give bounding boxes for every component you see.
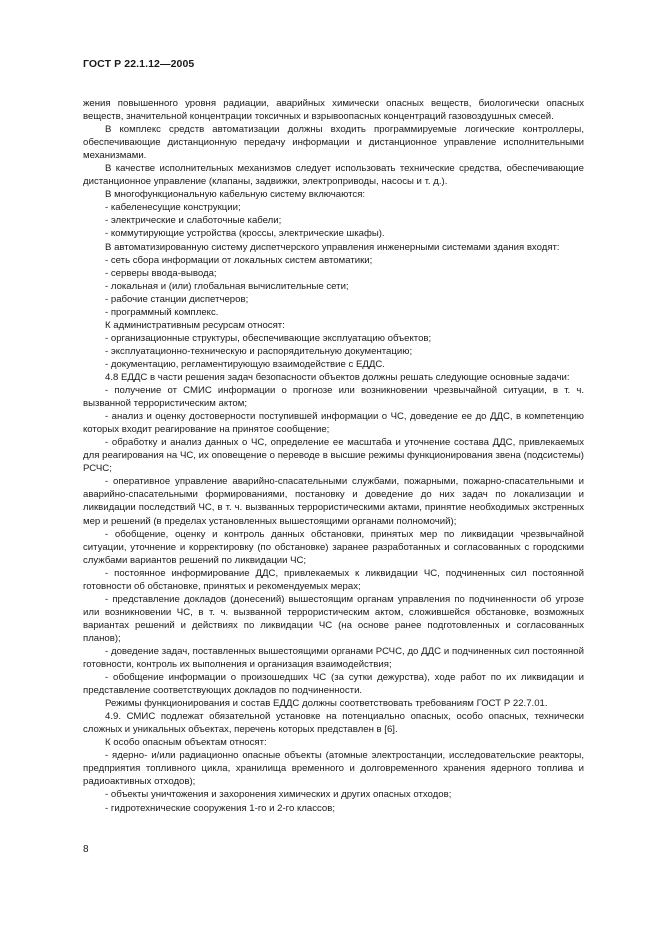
paragraph: В автоматизированную систему диспетчерского управления инженерными системами здания входят:	[105, 241, 560, 253]
list-item: - сеть сбора информации от локальных систем автоматики;	[105, 254, 373, 266]
list-item: - эксплуатационно-техническую и распорядительную документацию;	[105, 345, 413, 357]
list-item: - обобщение информации о произошедших ЧС (за сутки дежурства), ходе работ по их ликвидации и представление соответствующих докладов по подчиненности.	[83, 672, 584, 697]
list-item: - кабеленесущие конструкции;	[105, 202, 241, 214]
list-item: - обработку и анализ данных о ЧС, определение ее масштаба и уточнение состава ДДС, привлекаемых для реагирования на ЧС, их оповещение о переводе в высшие режимы функционирования звена (подсистемы) РСЧС;	[83, 437, 584, 475]
paragraph: 4.8 ЕДДС в части решения задач безопасности объектов должны решать следующие основные задачи:	[105, 371, 570, 383]
list-item: - рабочие станции диспетчеров;	[105, 293, 249, 305]
list-item: - получение от СМИС информации о прогнозе или возникновении чрезвычайной ситуации, в т. ч. вызванной террористическим актом;	[83, 385, 584, 410]
page-number: 8	[83, 844, 89, 855]
list-item: - серверы ввода-вывода;	[105, 267, 217, 279]
list-item: - объекты уничтожения и захоронения химических и других опасных отходов;	[105, 789, 452, 801]
paragraph: В качестве исполнительных механизмов следует использовать технические средства, обеспечивающие дистанционное управление (клапаны, задвижки, электроприводы, насосы и т. д.).	[83, 163, 584, 188]
list-item: - программный комплекс.	[105, 306, 219, 318]
paragraph: 4.9. СМИС подлежат обязательной установке на потенциально опасных, особо опасных, технически сложных и уникальных объектах, перечень которых представлен в [6].	[83, 711, 584, 736]
list-item: - организационные структуры, обеспечивающие эксплуатацию объектов;	[105, 332, 432, 344]
list-item: - доведение задач, поставленных вышестоящими органами РСЧС, до ДДС и подчиненных сил постоянной готовности, контроль их выполнения и организация взаимодействия;	[83, 645, 584, 671]
paragraph: Режимы функционирования и состав ЕДДС должны соответствовать требованиям ГОСТ Р 22.7.01.	[105, 698, 548, 710]
list-item: - документацию, регламентирующую взаимодействие с ЕДДС.	[105, 358, 385, 370]
paragraph: К особо опасным объектам относят:	[105, 737, 267, 749]
list-item: - гидротехнические сооружения 1-го и 2-го классов;	[105, 802, 336, 814]
list-item: - коммутирующие устройства (кроссы, электрические шкафы).	[105, 228, 385, 240]
list-item: - оперативное управление аварийно-спасательными службами, пожарными, пожарно-спасательными и аварийно-спасательными формированиями, постановку и доведение до них задач по локализации и ликвидации последствий ЧС, в т. ч. вызванных террористическими актами, принятие необходимых экстренных мер и решений (в пределах установленных вышестоящими органами полномочий);	[83, 476, 584, 527]
list-item: - электрические и слаботочные кабели;	[105, 215, 282, 227]
paragraph: В многофункциональную кабельную систему включаются:	[105, 189, 366, 201]
document-body	[83, 97, 584, 815]
list-item: - локальная и (или) глобальная вычислительные сети;	[105, 280, 349, 292]
list-item: - представление докладов (донесений) вышестоящим органам управления по подчиненности об угрозе или возникновении ЧС, в т. ч. вызванной террористическим актом, сложившейся обстановке, возможных вариантах решений и действиях по ликвидации ЧС (на основе ранее подготовленных и согласованных планов);	[83, 593, 584, 644]
list-item: - ядерно- и/или радиационно опасные объекты (атомные электростанции, исследовательские реакторы, предприятия топливного цикла, хранилища временного и долговременного хранения ядерного топлива и радиоактивных отходов);	[83, 750, 584, 788]
paragraph: К административным ресурсам относят:	[105, 319, 285, 331]
list-item: - обобщение, оценку и контроль данных обстановки, принятых мер по ликвидации чрезвычайной ситуации, уточнение и корректировку (по обстановке) заранее разработанных и согласованных с городскими службами вариантов решений по ликвидации ЧС;	[83, 528, 584, 566]
document-header-code: ГОСТ Р 22.1.12—2005	[83, 58, 195, 70]
list-item: - анализ и оценку достоверности поступившей информации о ЧС, доведение ее до ДДС, в компетенцию которых входит реагирование на принятое сообщение;	[83, 411, 584, 436]
paragraph: В комплекс средств автоматизации должны входить программируемые логические контроллеры, обеспечивающие дистанционную передачу информации и дистанционное управление исполнительными механизмами.	[83, 124, 584, 162]
paragraph-continuation: жения повышенного уровня радиации, аварийных химически опасных веществ, биологически опасных веществ, значительной концентрации токсичных и взрывоопасных концентраций газовоздушных смесей.	[83, 98, 584, 123]
list-item: - постоянное информирование ДДС, привлекаемых к ликвидации ЧС, подчиненных сил постоянной готовности об обстановке, принятых и рекомендуемых мерах;	[83, 567, 584, 592]
